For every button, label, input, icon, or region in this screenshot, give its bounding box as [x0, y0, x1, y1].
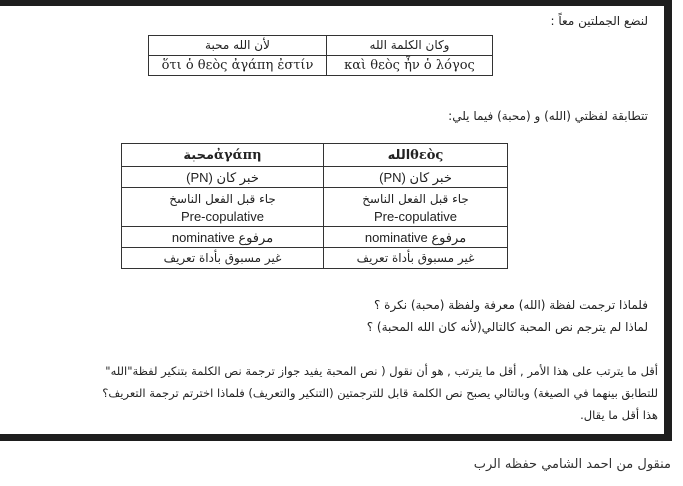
table-row [122, 188, 508, 227]
table-cell: مرفوع nominative [122, 227, 324, 248]
intro-line: لنضع الجملتين معاً : [550, 14, 648, 28]
table-cell [122, 188, 324, 227]
paragraph-line: للتطابق بينهما في الصيغة) وبالتالي يصبح نص الكلمة قابل للترجمتين (التنكير والتعريف) فلماذا اخترتم ترجمة التعريف؟ [102, 386, 658, 400]
greek-word: θεὸς [410, 147, 444, 163]
cell-line: Pre-copulative [373, 209, 458, 224]
table-cell: لأن الله محبة [149, 36, 327, 56]
verses-table [148, 35, 493, 76]
comparison-table [121, 143, 508, 269]
table-header-row [122, 144, 508, 167]
table-row [122, 167, 508, 188]
table-row [122, 227, 508, 248]
cell-line: Pre-copulative [180, 209, 265, 224]
column-header-mahabba [122, 144, 324, 167]
table-cell: خبر كان (PN) [324, 167, 508, 188]
table-cell: غير مسبوق بأداة تعريف [324, 248, 508, 269]
greek-word: ἀγάπη [214, 147, 262, 163]
cell-line: جاء قبل الفعل الناسخ [362, 192, 469, 206]
attribution-text: منقول من احمد الشامي حفظه الرب [473, 457, 671, 472]
table-cell: مرفوع nominative [324, 227, 508, 248]
paragraph-line: هذا أقل ما يقال. [580, 408, 658, 422]
paragraph-line: أقل ما يترتب على هذا الأمر , أقل ما يترتب , هو أن نقول ( نص المحبة يفيد جواز ترجمة نص الكلمة بتنكير لفظة"الله" [105, 364, 658, 378]
arabic-word: الله [387, 147, 411, 163]
table-row [149, 36, 493, 56]
cell-line: جاء قبل الفعل الناسخ [169, 192, 276, 206]
table-cell: خبر كان (PN) [122, 167, 324, 188]
table-row [122, 248, 508, 269]
table-cell: غير مسبوق بأداة تعريف [122, 248, 324, 269]
arabic-word: محبة [183, 147, 215, 163]
column-header-allah [324, 144, 508, 167]
table-cell [324, 188, 508, 227]
question-line: لماذا لم يترجم نص المحبة كالتالي(لأنه كان الله المحبة) ؟ [366, 320, 648, 334]
table-row [149, 56, 493, 76]
question-line: فلماذا ترجمت لفظة (الله) معرفة ولفظة (محبة) نكرة ؟ [373, 298, 648, 312]
match-line: تتطابقة لفظتي (الله) و (محبة) فيما يلي: [448, 109, 648, 123]
table-cell: καὶ θεὸς ἦν ὁ λόγος [327, 56, 493, 76]
table-cell: ὅτι ὁ θεὸς ἀγάπη ἐστίν [149, 56, 327, 76]
table-cell: وكان الكلمة الله [327, 36, 493, 56]
